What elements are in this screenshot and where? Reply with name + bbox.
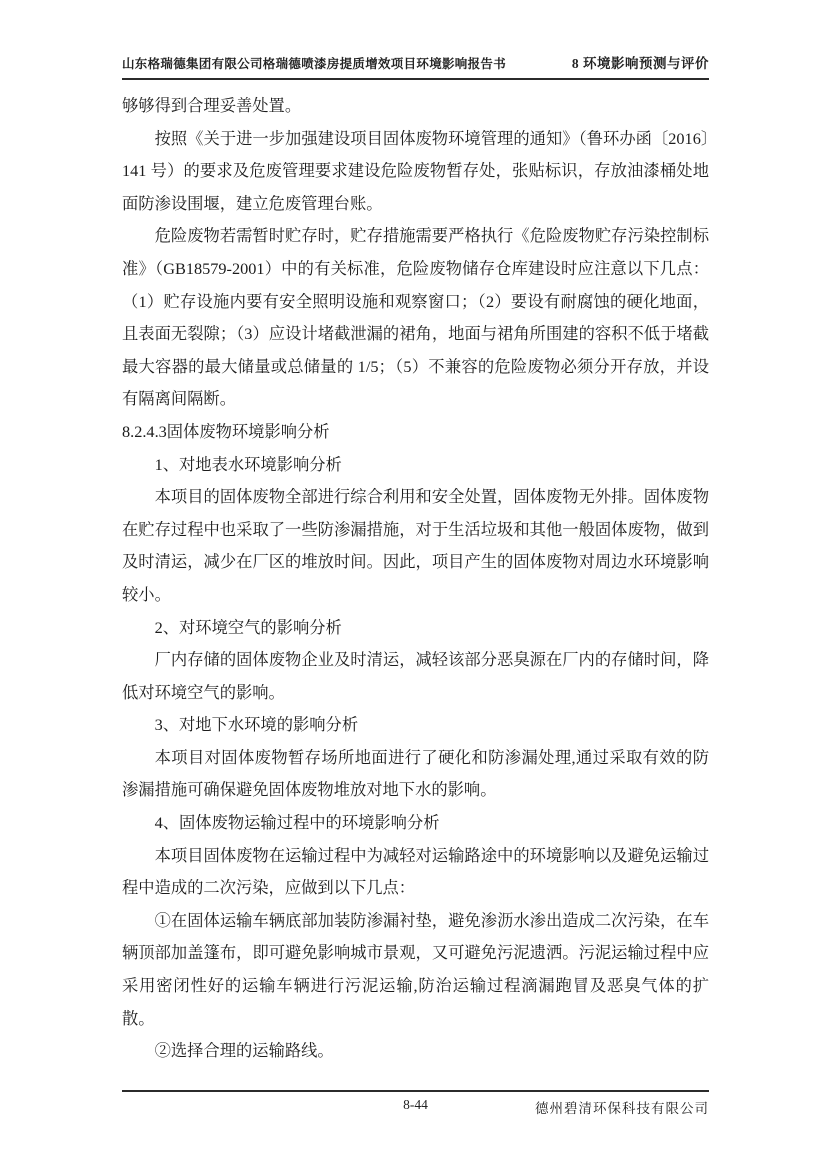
footer-company-name: 德州碧清环保科技有限公司 bbox=[535, 1101, 709, 1116]
paragraph-continuation: 够够得到合理妥善处置。 bbox=[122, 96, 302, 115]
header-report-title: 山东格瑞德集团有限公司格瑞德喷漆房提质增效项目环境影响报告书 bbox=[122, 57, 507, 71]
paragraph-transport-item-1: ①在固体运输车辆底部加装防渗漏衬垫，避免渗沥水渗出造成二次污染，在车辆顶部加盖篷布，即可避免影响城市景观，又可避免污泥遗洒。污泥运输过程中应采用密闭性好的运输车辆进行污泥运输,防治运输过程滴漏跑冒及恶臭气体的扩散。 bbox=[122, 910, 709, 1028]
subsection-title-1: 1、对地表水环境影响分析 bbox=[154, 454, 342, 474]
subsection-title-4: 4、固体废物运输过程中的环境影响分析 bbox=[154, 813, 440, 833]
footer-page-number: 8-44 bbox=[403, 1097, 428, 1112]
document-body bbox=[122, 90, 709, 1068]
subsection-title-3: 3、对地下水环境的影响分析 bbox=[154, 715, 359, 735]
paragraph-groundwater: 本项目对固体废物暂存场所地面进行了硬化和防渗漏处理,通过采取有效的防渗漏措施可确保避免固体废物堆放对地下水的影响。 bbox=[122, 747, 709, 800]
page-footer bbox=[122, 1090, 709, 1124]
paragraph-air: 厂内存储的固体废物企业及时清运，减轻该部分恶臭源在厂内的存储时间，降低对环境空气的影响。 bbox=[122, 650, 709, 702]
paragraph-surface-water: 本项目的固体废物全部进行综合利用和安全处置，固体废物无外排。固体废物在贮存过程中也采取了一些防渗漏措施，对于生活垃圾和其他一般固体废物，做到及时清运，减少在厂区的堆放时间。因此，项目产生的固体废物对周边水环境影响较小。 bbox=[122, 487, 709, 604]
paragraph-storage-standard: 危险废物若需暂时贮存时，贮存措施需要严格执行《危险废物贮存污染控制标准》（GB18579-2001）中的有关标准，危险废物储存仓库建设时应注意以下几点：（1）贮存设施内要有安全照明设施和观察窗口；（2）要设有耐腐蚀的硬化地面，且表面无裂隙；（3）应设计堵截泄漏的裙角，地面与裙角所围建的容积不低于堵截最大容器的最大储量或总储量的 1/5；（5）不兼容的危险废物必须分开存放，并设有隔离间隔断。 bbox=[122, 226, 709, 409]
section-heading-8-2-4-3: 8.2.4.3固体废物环境影响分析 bbox=[122, 421, 330, 441]
paragraph-notice-requirements: 按照《关于进一步加强建设项目固体废物环境管理的通知》（鲁环办函〔2016〕141 号）的要求及危废管理要求建设危险废物暂存处，张贴标识，存放油漆桶处地面防渗设围堰，建立危废管理台账。 bbox=[122, 128, 709, 213]
paragraph-transport-item-2: ②选择合理的运输路线。 bbox=[154, 1041, 334, 1061]
header-chapter-title: 8 环境影响预测与评价 bbox=[571, 56, 709, 71]
paragraph-transport-intro: 本项目固体废物在运输过程中为减轻对运输路途中的环境影响以及避免运输过程中造成的二次污染，应做到以下几点： bbox=[122, 845, 709, 898]
subsection-title-2: 2、对环境空气的影响分析 bbox=[154, 617, 342, 637]
page-header bbox=[122, 52, 709, 80]
